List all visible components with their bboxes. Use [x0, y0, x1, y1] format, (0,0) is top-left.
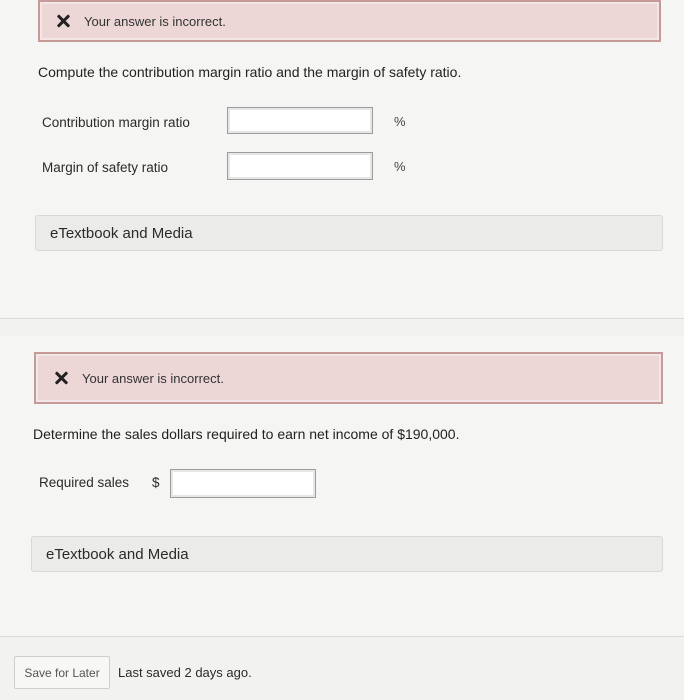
required-sales-input[interactable] — [170, 469, 316, 498]
dollar-sign: $ — [152, 475, 160, 490]
etextbook-media-link[interactable]: eTextbook and Media — [35, 215, 663, 251]
alert-text: Your answer is incorrect. — [82, 370, 224, 386]
divider — [0, 636, 684, 637]
divider — [0, 318, 684, 319]
margin-of-safety-ratio-input[interactable] — [227, 152, 373, 180]
percent-unit: % — [394, 159, 406, 174]
margin-of-safety-ratio-label: Margin of safety ratio — [42, 160, 169, 175]
required-sales-label: Required sales — [39, 475, 130, 490]
incorrect-alert — [34, 352, 663, 404]
question-text: Compute the contribution margin ratio and the margin of safety ratio. — [38, 64, 462, 80]
percent-unit: % — [394, 114, 406, 129]
question-text: Determine the sales dollars required to earn net income of $190,000. — [33, 426, 460, 442]
incorrect-alert — [38, 0, 661, 42]
contribution-margin-ratio-label: Contribution margin ratio — [42, 115, 190, 130]
close-x-icon — [56, 14, 70, 28]
contribution-margin-ratio-input[interactable] — [227, 107, 373, 134]
alert-text: Your answer is incorrect. — [84, 13, 226, 29]
last-saved-status: Last saved 2 days ago. — [118, 665, 252, 680]
etextbook-media-link[interactable]: eTextbook and Media — [31, 536, 663, 572]
save-for-later-button[interactable]: Save for Later — [14, 656, 110, 689]
close-x-icon — [54, 371, 68, 385]
